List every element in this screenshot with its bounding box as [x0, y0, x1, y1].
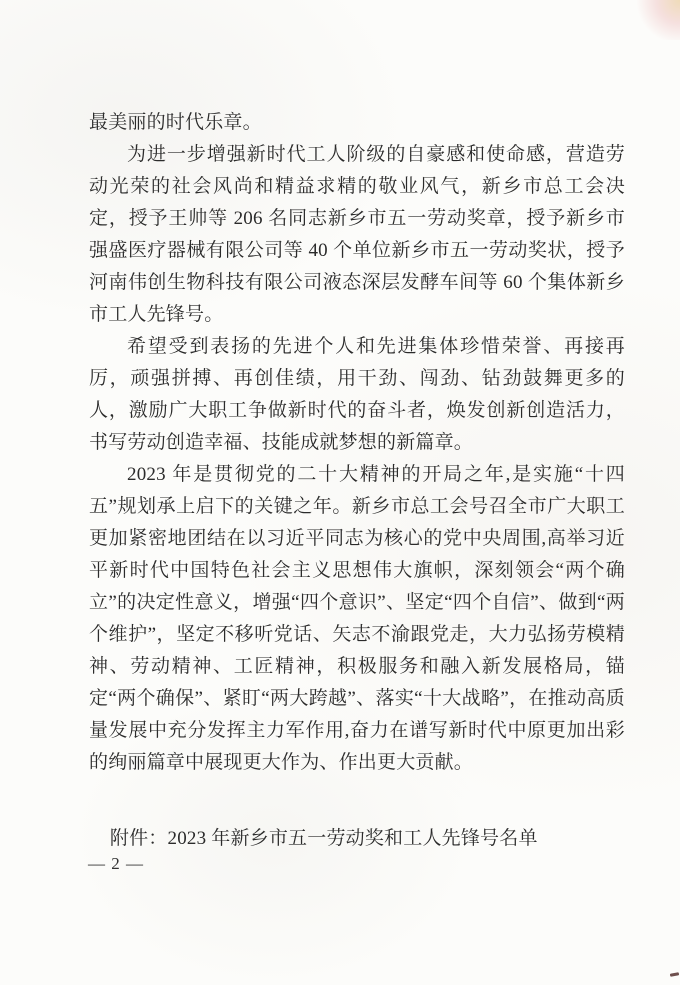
body-paragraph-hope: 希望受到表扬的先进个人和先进集体珍惜荣誉、再接再厉，顽强拼搏、再创佳绩，用干劲、闯劲、钻劲鼓舞更多的人，激励广大职工争做新时代的奋斗者，焕发创新创造活力，书写劳动创造幸福、技能成就梦想的新篇章。	[89, 336, 625, 453]
page-number: — 2 —	[88, 854, 144, 873]
scan-corner-tint	[634, 0, 680, 40]
body-paragraph-2023-call: 2023 年是贯彻党的二十大精神的开局之年,是实施“十四五”规划承上启下的关键之年。新乡市总工会号召全市广大职工更加紧密地团结在以习近平同志为核心的党中央周围,高举习近平新时代中国特色社会主义思想伟大旗帜，深刻领会“两个确立”的决定性意义，增强“四个意识”、坚定“四个自信”、做到“两个维护”，坚定不移听党话、矢志不渝跟党走，大力弘扬劳模精神、劳动精神、工匠精神，积极服务和融入新发展格局，锚定“两个确保”、紧盯“两大跨越”、落实“十大战略”，在推动高质量发展中充分发挥主力军作用,奋力在谱写新时代中原更加出彩的绚丽篇章中展现更大作为、作出更大贡献。	[89, 464, 625, 773]
body-paragraph-awards: 为进一步增强新时代工人阶级的自豪感和使命感，营造劳动光荣的社会风尚和精益求精的敬业风气，新乡市总工会决定，授予王帅等 206 名同志新乡市五一劳动奖章，授予新乡市强盛医疗器械有限公司等 40 个单位新乡市五一劳动奖状，授予河南伟创生物科技有限公司液态深层发酵车间等 60 个集体新乡市工人先锋号。	[89, 144, 625, 325]
document-body	[89, 107, 625, 855]
body-paragraph-continuation: 最美丽的时代乐章。	[89, 112, 262, 133]
attachment-line: 附件：2023 年新乡市五一劳动奖和工人先锋号名单	[109, 828, 538, 849]
